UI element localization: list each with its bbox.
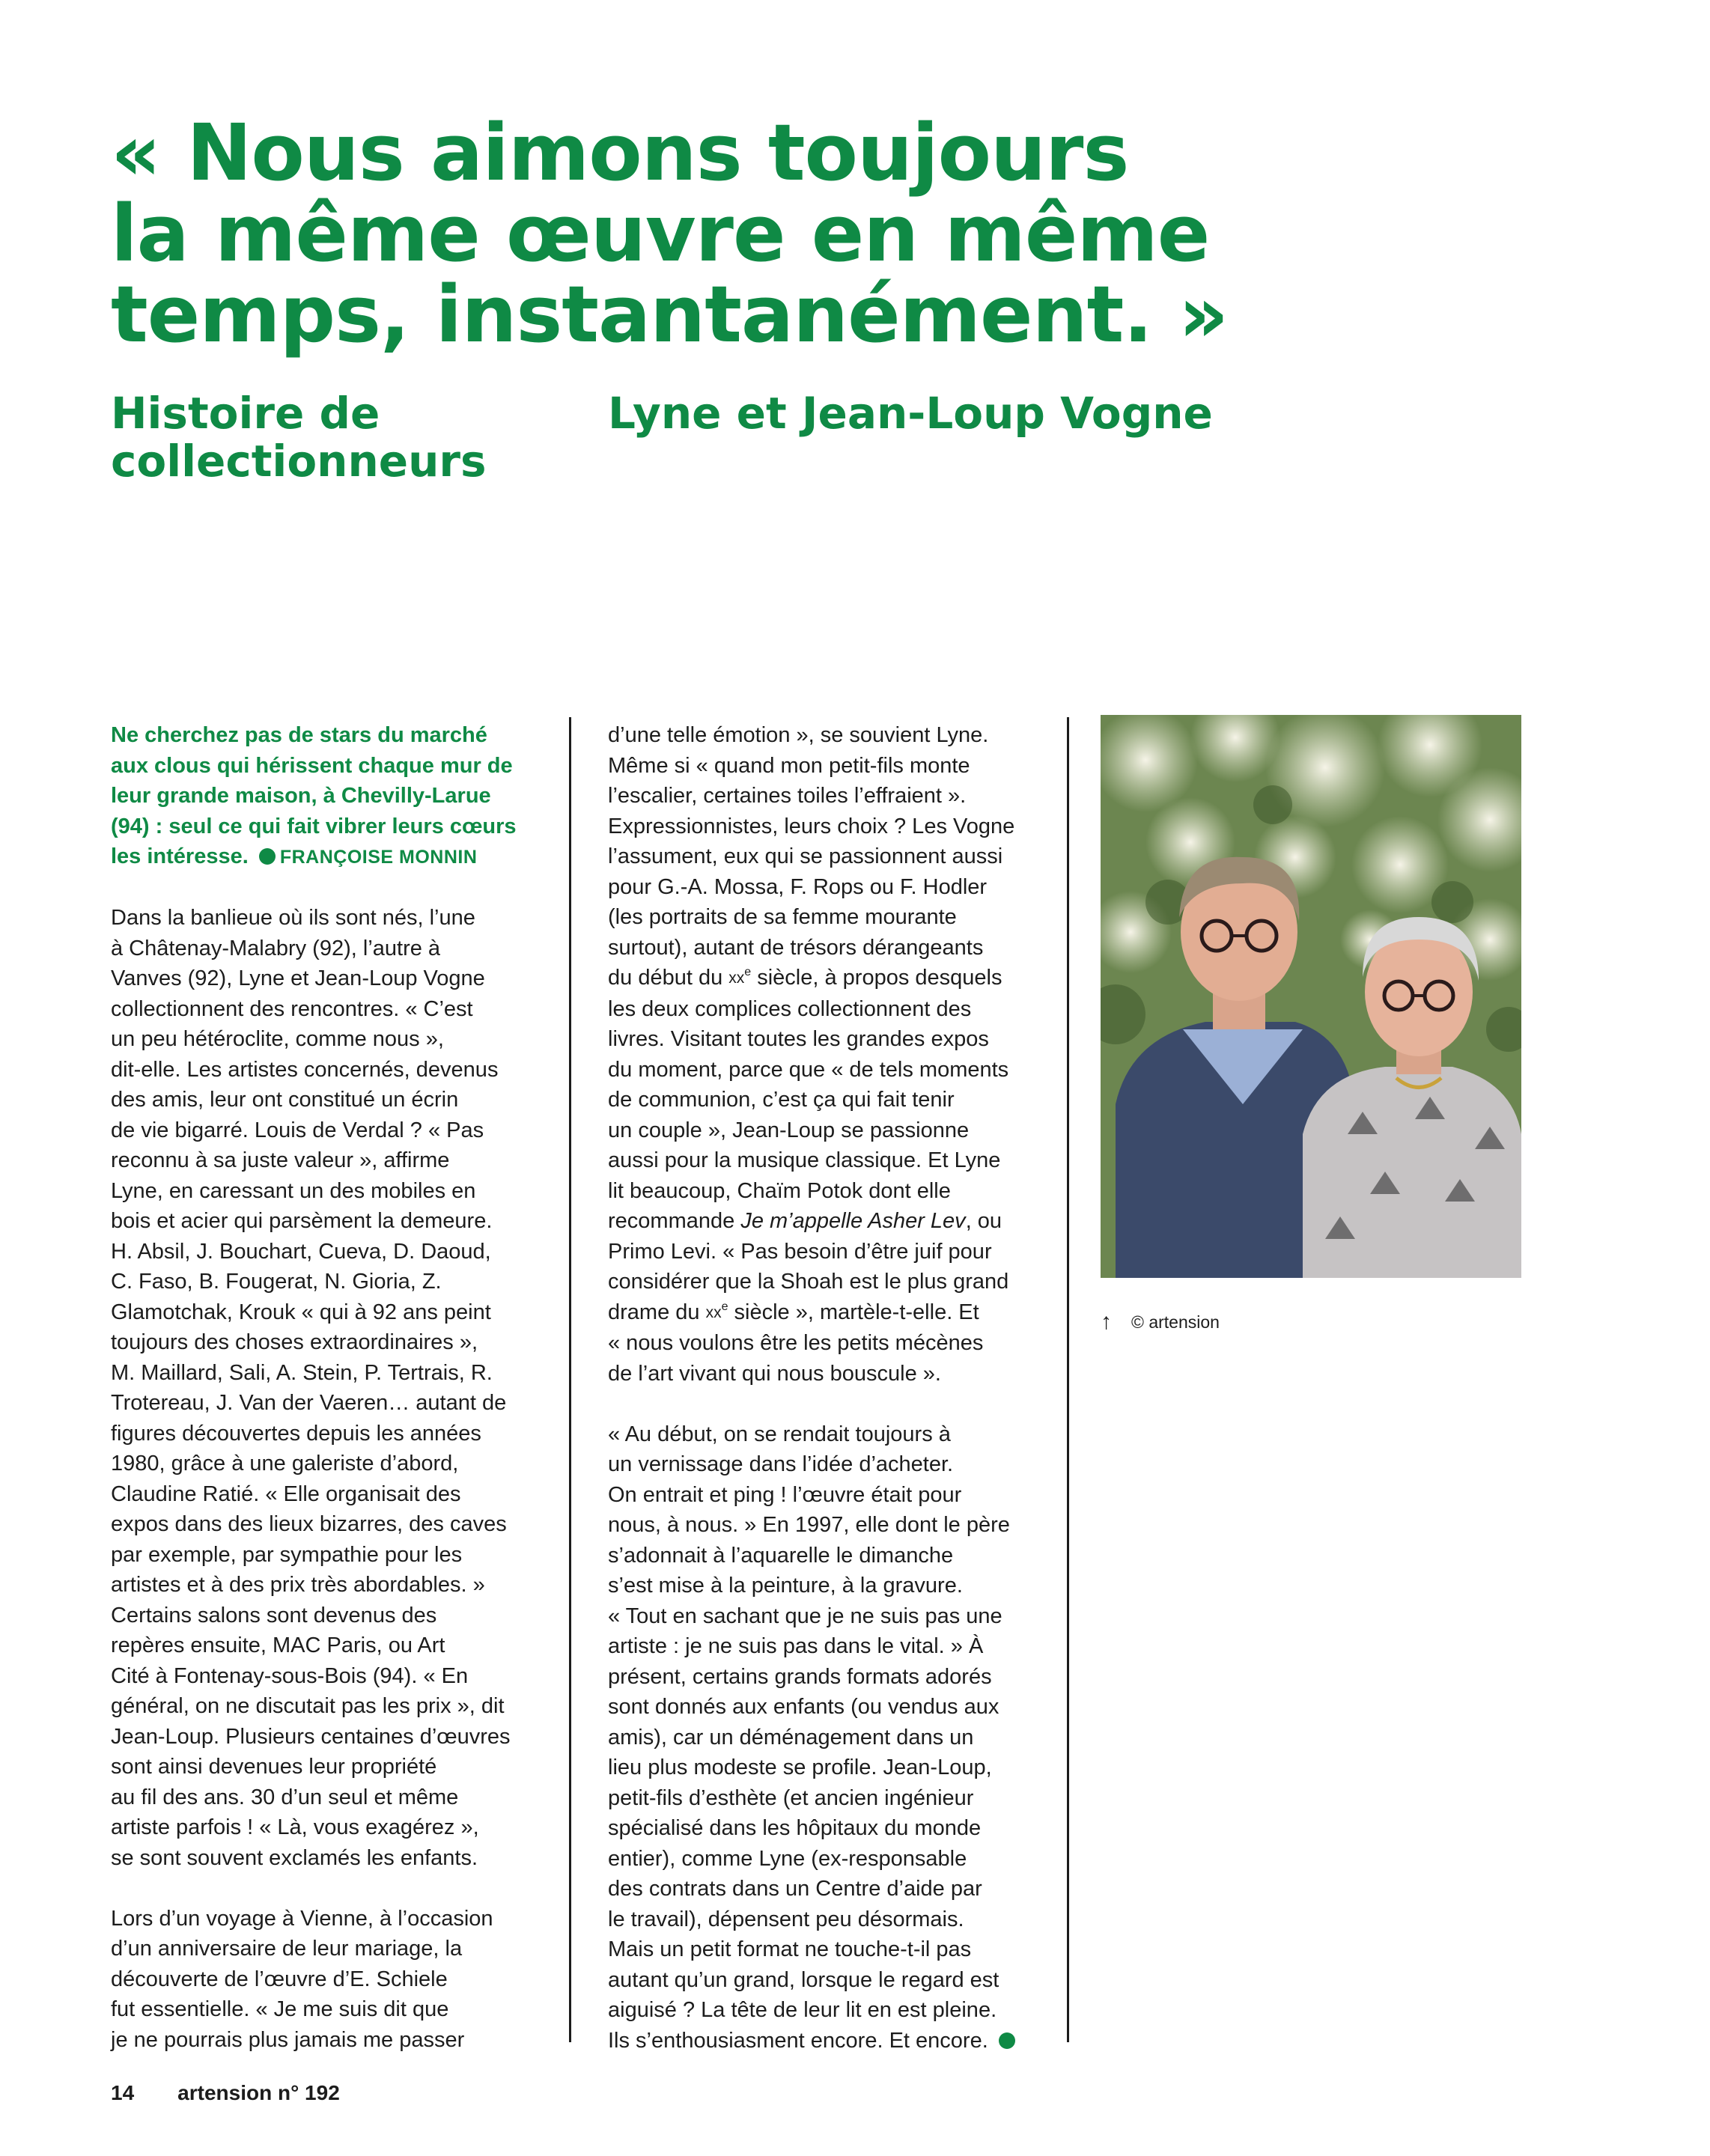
body-paragraph [608,720,1057,1389]
text-line: Même si « quand mon petit-fils monte [608,753,970,778]
text-line: un vernissage dans l’idée d’acheter. [608,1452,954,1476]
text-line: Ils s’enthousiasment encore. Et encore. [608,2026,1057,2056]
text-line: entier), comme Lyne (ex-responsable [608,1846,967,1871]
text-line: par exemple, par sympathie pour les [111,1542,463,1567]
text-line: je ne pourrais plus jamais me passer [111,2027,465,2052]
text-line: Cité à Fontenay-sous-Bois (94). « En [111,1663,469,1688]
text-line: Expressionnistes, leurs choix ? Les Vogne [608,814,1015,838]
text-line: repères ensuite, MAC Paris, ou Art [111,1633,445,1657]
headline-line-2: la même œuvre en même [111,188,1210,279]
page-number: 14 [111,2081,135,2104]
text-line: artiste parfois ! « Là, vous exagérez », [111,1815,479,1839]
photo-credit: © artension [1131,1312,1220,1332]
text-line: les deux complices collectionnent des [608,996,972,1021]
text-line: artiste : je ne suis pas dans le vital. » À [608,1634,984,1658]
text-line: lieu plus modeste se profile. Jean-Loup, [608,1755,992,1779]
text-line: artistes et à des prix très abordables. » [111,1573,485,1597]
text-line: Vanves (92), Lyne et Jean-Loup Vogne [111,966,485,990]
text-line: « nous voulons être les petits mécènes [608,1331,984,1355]
text-line: autant qu’un grand, lorsque le regard est [608,1967,999,1992]
column-1 [111,720,538,2055]
text-line: Primo Levi. « Pas besoin d’être juif pour [608,1239,992,1264]
text-line: surtout), autant de trésors dérangeants [608,935,984,960]
couple-photo [1101,715,1521,1278]
magazine-issue: artension n° 192 [177,2081,340,2104]
text-line: petit-fils d’esthète (et ancien ingénieur [608,1785,974,1810]
text-line: M. Maillard, Sali, A. Stein, P. Tertrais, R. [111,1360,493,1385]
author-byline: FRANÇOISE MONNIN [279,847,478,868]
text-line: bois et acier qui parsèment la demeure. [111,1209,493,1233]
rubric-line-1: Histoire de [111,388,380,439]
text-line: On entrait et ping ! l’œuvre était pour [608,1482,962,1507]
text-line: Mais un petit format ne touche-t-il pas [608,1937,972,1961]
text-line: H. Absil, J. Bouchart, Cueva, D. Daoud, [111,1239,491,1264]
text-line: de vie bigarré. Louis de Verdal ? « Pas [111,1118,484,1142]
text-line: aiguisé ? La tête de leur lit en est pleine. [608,1998,997,2022]
text-line: C. Faso, B. Fougerat, N. Gioria, Z. [111,1270,442,1294]
text-line: nous, à nous. » En 1997, elle dont le père [608,1513,1010,1537]
book-title: Je m’appelle Asher Lev [740,1209,966,1233]
text-line: d’une telle émotion », se souvient Lyne. [608,723,989,747]
photo-caption [1101,1309,1220,1334]
column-divider [569,717,571,2042]
text-line: aussi pour la musique classique. Et Lyne [608,1148,1001,1172]
text-line: découverte de l’œuvre d’E. Schiele [111,1967,448,1991]
page-folio [111,2081,340,2105]
text-line: reconnu à sa juste valeur », affirme [111,1148,450,1172]
text-line: d’un anniversaire de leur mariage, la [111,1937,463,1961]
text-line: expos dans des lieux bizarres, des caves [111,1512,507,1536]
text-line: le travail), dépensent peu désormais. [608,1907,964,1931]
text-line: Glamotchak, Krouk « qui à 92 ans peint [111,1300,491,1324]
text-line: au fil des ans. 30 d’un seul et même [111,1785,459,1809]
text-line: Jean-Loup. Plusieurs centaines d’œuvres [111,1724,511,1749]
text-line: spécialisé dans les hôpitaux du monde [608,1816,982,1840]
text-line: « Au début, on se rendait toujours à [608,1422,951,1446]
column-divider [1067,717,1069,2042]
text-line: Certains salons sont devenus des [111,1603,437,1627]
body-paragraph [111,1904,538,2056]
text-line: collectionnent des rencontres. « C’est [111,996,473,1021]
text-line: Lyne, en caressant un des mobiles en [111,1178,476,1203]
end-dot-icon [999,2032,1015,2049]
bullet-dot-icon [259,848,276,865]
text-line: l’escalier, certaines toiles l’effraient ». [608,784,967,808]
text-line: un couple », Jean-Loup se passionne [608,1118,970,1142]
body-paragraph [608,1419,1057,2056]
text-line: Lors d’un voyage à Vienne, à l’occasion [111,1906,493,1931]
text-line: à Châtenay-Malabry (92), l’autre à [111,936,441,960]
text-line: dit-elle. Les artistes concernés, devenus [111,1057,499,1082]
text-line: des amis, leur ont constitué un écrin [111,1088,459,1112]
text-line: de l’art vivant qui nous bouscule ». [608,1361,941,1386]
subjects-names: Lyne et Jean-Loup Vogne [608,388,1213,439]
text-line: Dans la banlieue où ils sont nés, l’une [111,906,475,930]
text-line: fut essentielle. « Je me suis dit que [111,1997,449,2021]
text-line: toujours des choses extraordinaires », [111,1330,478,1354]
text-line: du début du $xx^e$ siècle, à propos desquels [608,966,1002,990]
text-line: se sont souvent exclamés les enfants. [111,1845,478,1870]
text-line: du moment, parce que « de tels moments [608,1057,1009,1082]
text-line: drame du $xx^e$ siècle », martèle-t-elle. Et [608,1300,979,1324]
text-line: un peu hétéroclite, comme nous », [111,1027,444,1051]
text-line: lit beaucoup, Chaïm Potok dont elle [608,1178,951,1203]
text-line: sont ainsi devenues leur propriété [111,1755,437,1779]
text-line: pour G.-A. Mossa, F. Rops ou F. Hodler [608,874,988,899]
text-line: s’adonnait à l’aquarelle le dimanche [608,1543,954,1568]
text-line: Claudine Ratié. « Elle organisait des [111,1482,461,1506]
column-2 [608,720,1057,2056]
rubric-line-2: collectionneurs [111,436,487,487]
text-line: amis), car un déménagement dans un [608,1725,974,1750]
section-rubric [111,389,575,485]
text-line: figures découvertes depuis les années [111,1421,481,1446]
headline [111,107,1533,360]
text-line: s’est mise à la peinture, à la gravure. [608,1574,963,1598]
text-line: sont donnés aux enfants (ou vendus aux [608,1695,999,1719]
text-line: livres. Visitant toutes les grandes expos [608,1027,989,1051]
text-line: Trotereau, J. Van der Vaeren… autant de [111,1391,507,1415]
headline-line-3: temps, instantanément. » [111,269,1229,360]
text-line: 1980, grâce à une galeriste d’abord, [111,1452,459,1476]
text-line: général, on ne discutait pas les prix », dit [111,1694,505,1718]
arrow-up-icon: ↑ [1101,1309,1112,1334]
text-line: présent, certains grands formats adorés [608,1664,992,1689]
body-paragraph [111,903,538,1873]
photo-illustration [1101,715,1521,1278]
text-line: des contrats dans un Centre d’aide par [608,1877,982,1901]
lead-paragraph: Ne cherchez pas de stars du marché aux clous qui hérissent chaque mur de leur grande maison, à Chevilly-Larue (94) : seul ce qui fait vibrer leurs cœurs les intéresse. FRANÇOISE MONNIN [111,723,517,868]
text-line: l’assument, eux qui se passionnent aussi [608,844,1003,868]
text-line: « Tout en sachant que je ne suis pas une [608,1604,1002,1628]
text-line: (les portraits de sa femme mourante [608,905,957,929]
headline-line-1: « Nous aimons toujours [111,107,1129,198]
text-line: considérer que la Shoah est le plus grand [608,1270,1009,1294]
text-line: de communion, c’est ça qui fait tenir [608,1088,955,1112]
text-line: recommande Je m’appelle Asher Lev, ou [608,1209,1002,1233]
